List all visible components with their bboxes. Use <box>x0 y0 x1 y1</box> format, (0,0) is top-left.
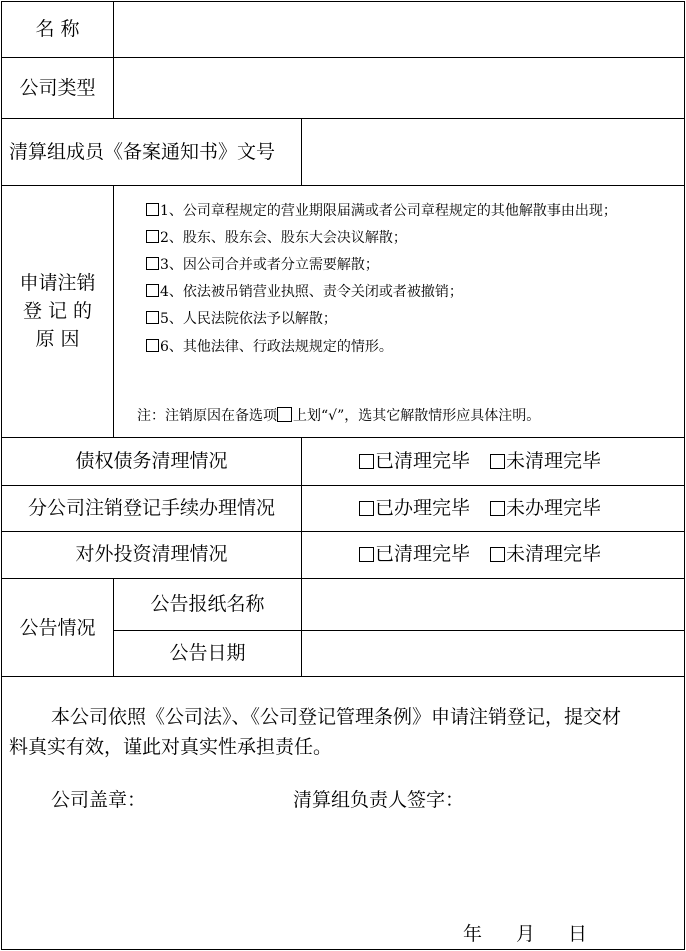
name-field[interactable] <box>114 2 684 57</box>
option-text: 已办理完毕 <box>375 497 471 519</box>
checkbox-sample <box>277 407 292 422</box>
note-prefix: 注：注销原因在备选项 <box>137 408 277 424</box>
debt-options <box>359 450 601 472</box>
announcement-label: 公告情况 <box>19 617 96 639</box>
notice-number-field[interactable] <box>302 119 684 185</box>
table-border-right <box>684 1 685 950</box>
option-text: 未清理完毕 <box>506 450 602 472</box>
reason-text: 4、依法被吊销营业执照、责令关闭或者被撤销； <box>160 284 463 300</box>
row-divider <box>1 531 685 532</box>
signature-label: 清算组负责人签字： <box>293 789 465 811</box>
reason-label-line: 申请注销 <box>19 272 96 294</box>
debt-option-done[interactable] <box>359 450 470 472</box>
reason-note <box>137 407 540 425</box>
checkbox[interactable] <box>359 454 374 469</box>
checkbox[interactable] <box>146 230 159 243</box>
row-divider <box>1 676 685 677</box>
company-seal-label: 公司盖章： <box>51 789 147 811</box>
note-suffix: 上划“√”，选其它解散情形应具体注明。 <box>293 408 541 424</box>
checkbox[interactable] <box>146 284 159 297</box>
branch-deregistration-label: 分公司注销登记手续办理情况 <box>27 497 275 519</box>
reason-text: 2、股东、股东会、股东大会决议解散； <box>160 230 407 246</box>
checkbox[interactable] <box>359 501 374 516</box>
company-type-field[interactable] <box>114 58 684 118</box>
table-border-left <box>1 1 2 950</box>
date-day-label: 日 <box>568 923 588 945</box>
branch-option-not-done[interactable] <box>490 497 601 519</box>
reason-text: 5、人民法院依法予以解散； <box>160 311 337 327</box>
newspaper-name-field[interactable] <box>302 579 684 630</box>
reason-option-6[interactable] <box>146 338 393 356</box>
option-text: 未清理完毕 <box>506 543 602 565</box>
investment-option-not-done[interactable] <box>490 543 601 565</box>
reason-option-4[interactable] <box>146 283 463 301</box>
row-divider <box>1 185 685 186</box>
option-text: 未办理完毕 <box>506 497 602 519</box>
reason-label-line: 原 因 <box>35 328 80 350</box>
checkbox[interactable] <box>146 203 159 216</box>
investment-clearing-label: 对外投资清理情况 <box>75 543 228 565</box>
checkbox[interactable] <box>146 339 159 352</box>
investment-option-done[interactable] <box>359 543 470 565</box>
row-divider <box>1 485 685 486</box>
newspaper-name-label: 公告报纸名称 <box>150 593 265 615</box>
checkbox[interactable] <box>146 257 159 270</box>
declaration-line-1: 本公司依照《公司法》、《公司登记管理条例》申请注销登记，提交材 <box>51 706 622 728</box>
reason-text: 3、因公司合并或者分立需要解散； <box>160 257 379 273</box>
debt-clearing-label: 债权债务清理情况 <box>75 450 228 472</box>
row-divider <box>1 437 685 438</box>
checkbox[interactable] <box>359 547 374 562</box>
checkbox[interactable] <box>490 501 505 516</box>
company-type-label: 公司类型 <box>19 77 96 99</box>
reason-option-5[interactable] <box>146 310 337 328</box>
reason-option-2[interactable] <box>146 229 407 247</box>
checkbox[interactable] <box>490 547 505 562</box>
option-text: 已清理完毕 <box>375 543 471 565</box>
table-border-bottom <box>1 949 685 950</box>
announcement-date-field[interactable] <box>302 631 684 676</box>
checkbox[interactable] <box>490 454 505 469</box>
declaration-line-2: 料真实有效，谨此对真实性承担责任。 <box>9 736 333 758</box>
reason-option-1[interactable] <box>146 202 617 220</box>
date-year-label: 年 <box>463 923 483 945</box>
reason-text: 6、其他法律、行政法规规定的情形。 <box>160 339 393 355</box>
investment-options <box>359 543 601 565</box>
checkbox[interactable] <box>146 311 159 324</box>
col-divider <box>113 185 114 437</box>
option-text: 已清理完毕 <box>375 450 471 472</box>
reason-text: 1、公司章程规定的营业期限届满或者公司章程规定的其他解散事由出现； <box>160 203 617 219</box>
reason-label-line: 登 记 的 <box>22 300 93 322</box>
name-label: 名 称 <box>35 18 80 40</box>
date-month-label: 月 <box>516 923 536 945</box>
announcement-date-label: 公告日期 <box>169 642 246 664</box>
branch-options <box>359 497 601 519</box>
notice-number-label: 清算组成员《备案通知书》文号 <box>9 141 276 163</box>
branch-option-done[interactable] <box>359 497 470 519</box>
reason-option-3[interactable] <box>146 256 379 274</box>
debt-option-not-done[interactable] <box>490 450 601 472</box>
